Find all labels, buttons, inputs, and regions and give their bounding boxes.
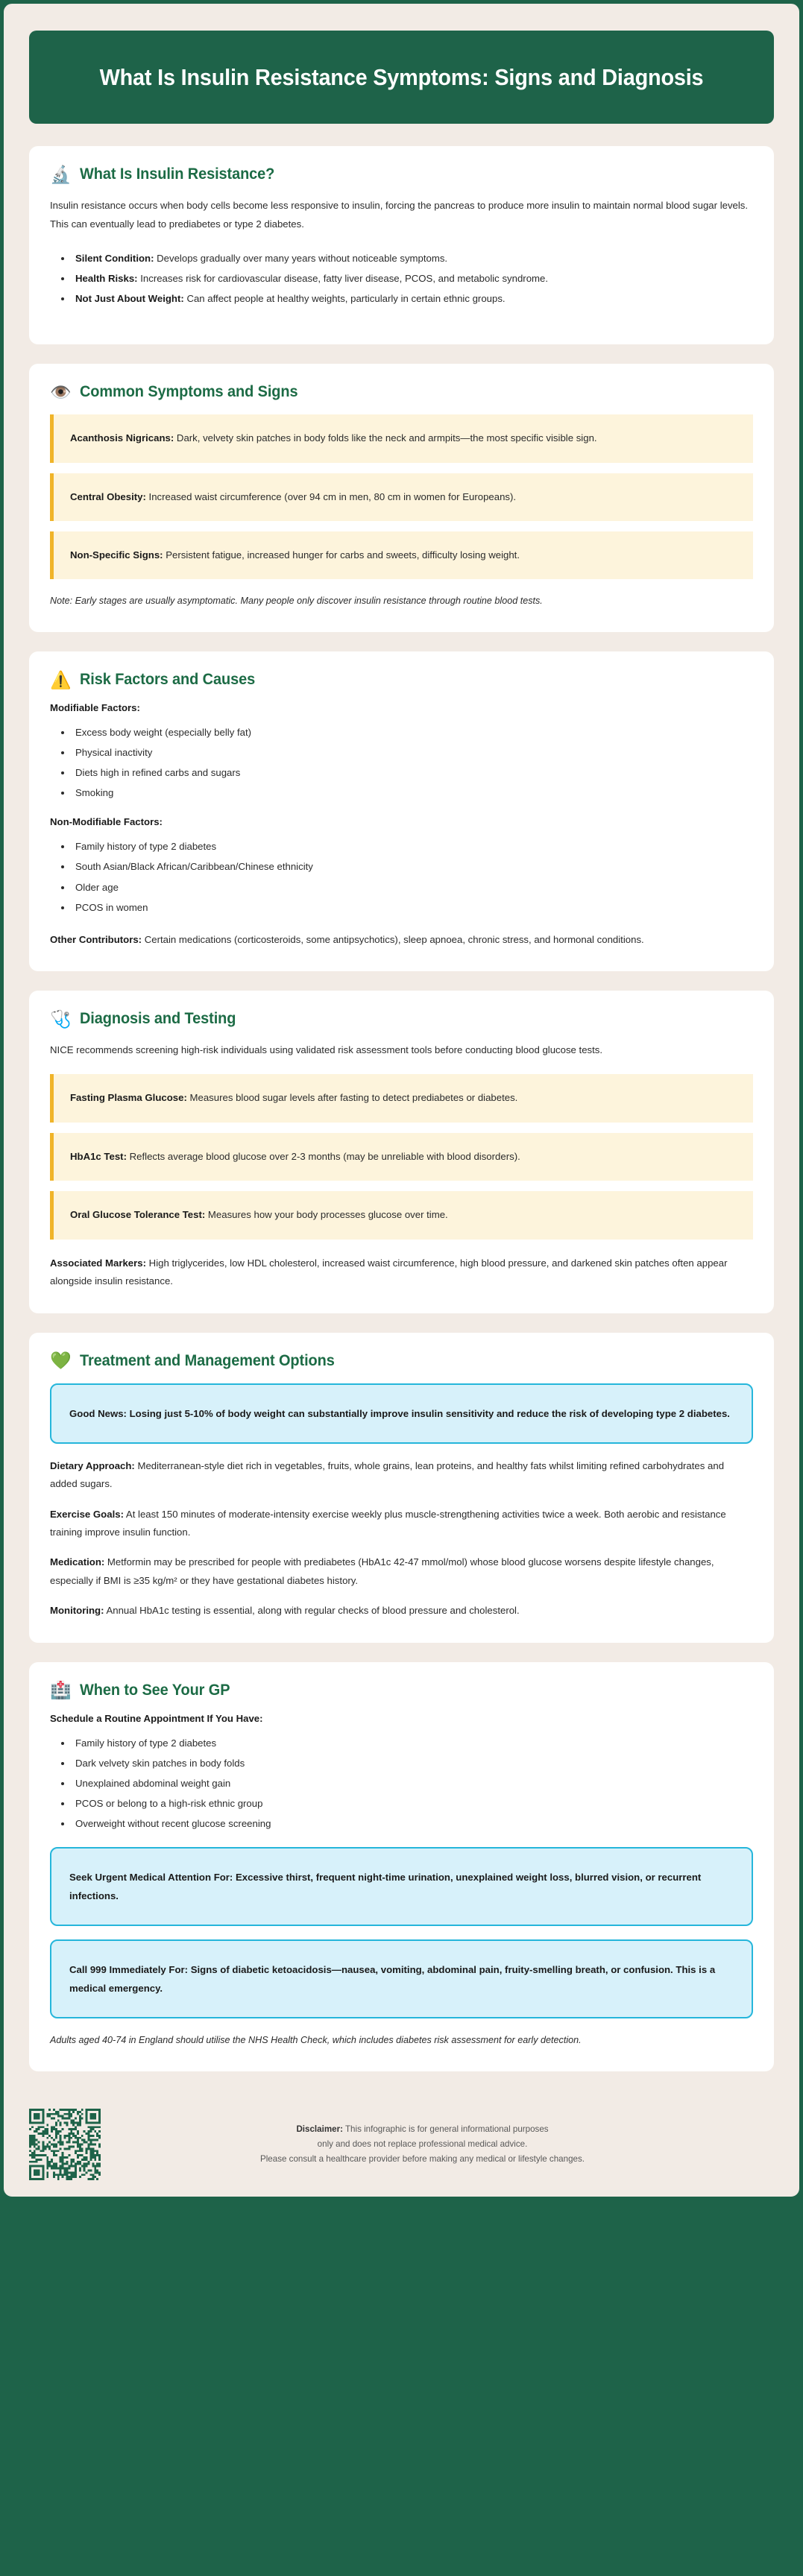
- section-title: Risk Factors and Causes: [79, 671, 255, 689]
- callout-body: Reflects average blood glucose over 2-3 months (may be unreliable with blood disorders).: [126, 1150, 520, 1162]
- non-modifiable-factors-list: [50, 836, 753, 917]
- callout-body: Measures how your body processes glucose over time.: [205, 1209, 448, 1221]
- qr-code[interactable]: [29, 2109, 101, 2180]
- section-header: [50, 1352, 753, 1370]
- section-title: Common Symptoms and Signs: [79, 383, 298, 401]
- list-item: [72, 268, 753, 288]
- paragraph-term: Medication:: [50, 1556, 105, 1568]
- callout-text: [70, 1206, 738, 1224]
- list-item: • Family history of type 2 diabetes: [72, 836, 753, 856]
- section-treatment-and-management-options: [29, 1333, 774, 1643]
- paragraph-text: Mediterranean-style diet rich in vegetables, fruits, whole grains, lean proteins, and healthy fats whilst limiting refined carbohydrates and added sugars.: [50, 1459, 725, 1490]
- list-item: • Physical inactivity: [72, 742, 753, 763]
- hospital-icon: 🏥: [50, 1680, 72, 1700]
- callout-text: [70, 429, 738, 447]
- section-what-is-insulin-resistance: [29, 146, 774, 344]
- medication-paragraph: [50, 1553, 753, 1590]
- paragraph-term: Dietary Approach:: [50, 1459, 135, 1471]
- header-banner: [29, 31, 774, 124]
- modifiable-factors-list: [50, 722, 753, 803]
- warning-triangle-icon: ⚠️: [50, 669, 72, 689]
- callout-body: Measures blood sugar levels after fasting to detect prediabetes or diabetes.: [186, 1092, 518, 1104]
- test-callout: [50, 1074, 753, 1122]
- section-header: [50, 1682, 753, 1699]
- callout-body: Persistent fatigue, increased hunger for carbs and sweets, difficulty losing weight.: [163, 549, 520, 561]
- stethoscope-icon: 🩺: [50, 1008, 72, 1029]
- callout-text: [70, 488, 738, 506]
- urgent-attention-text: Seek Urgent Medical Attention For: Excessive thirst, frequent night-time urination, unexplained weight loss, blurred vision, or recurrent infections.: [69, 1871, 702, 1902]
- associated-markers-paragraph: [50, 1254, 753, 1291]
- disclaimer-line-2: only and does not replace professional medical advice.: [317, 2139, 528, 2150]
- list-item: • Diets high in refined carbs and sugars: [72, 763, 753, 783]
- paragraph-term: Exercise Goals:: [50, 1508, 124, 1520]
- monitoring-paragraph: [50, 1602, 753, 1620]
- disclaimer-line-3: Please consult a healthcare provider before making any medical or lifestyle changes.: [259, 2154, 585, 2165]
- list-item: • PCOS or belong to a high-risk ethnic group: [72, 1793, 753, 1813]
- list-item: • Dark velvety skin patches in body folds: [72, 1753, 753, 1773]
- list-item-text: Increases risk for cardiovascular disease, fatty liver disease, PCOS, and metabolic syndrome.: [137, 273, 549, 285]
- callout-term: Acanthosis Nigricans:: [70, 432, 174, 444]
- section-common-symptoms-and-signs: [29, 364, 774, 632]
- section-title: When to See Your GP: [79, 1681, 230, 1699]
- list-item-term: Silent Condition:: [75, 253, 154, 265]
- test-callout: [50, 1191, 753, 1239]
- list-item: • Excess body weight (especially belly fat): [72, 722, 753, 742]
- callout-term: Oral Glucose Tolerance Test:: [70, 1209, 206, 1221]
- nhs-health-check-note: Adults aged 40-74 in England should utilise the NHS Health Check, which includes diabetes risk assessment for early detection.: [50, 2035, 582, 2046]
- key-points-list: [50, 248, 753, 309]
- section-header: [50, 165, 753, 183]
- section-header: [50, 383, 753, 401]
- paragraph-text: Metformin may be prescribed for people with prediabetes (HbA1c 42-47 mmol/mol) whose blood glucose worsens despite lifestyle changes, especially if BMI is ≥35 kg/m² or they have gestational diabetes history.: [50, 1556, 714, 1586]
- emergency-callout: [50, 1939, 753, 2018]
- disclaimer-text-1: This infographic is for general informational purposes: [342, 2124, 549, 2134]
- section-when-to-see-your-gp: [29, 1662, 774, 2071]
- callout-body: Dark, velvety skin patches in body folds like the neck and armpits—the most specific visible sign.: [174, 432, 597, 444]
- list-item-text: Develops gradually over many years without noticeable symptoms.: [154, 253, 448, 265]
- other-contributors-term: Other Contributors:: [50, 933, 142, 945]
- paragraph-term: Monitoring:: [50, 1605, 104, 1617]
- other-contributors-paragraph: [50, 931, 753, 949]
- other-contributors-text: Certain medications (corticosteroids, some antipsychotics), sleep apnoea, chronic stress, and hormonal conditions.: [142, 933, 644, 945]
- urgent-attention-callout: [50, 1847, 753, 1926]
- good-news-callout: [50, 1383, 753, 1444]
- exercise-goals-paragraph: [50, 1506, 753, 1542]
- routine-appointment-list: [50, 1733, 753, 1834]
- list-item: • Unexplained abdominal weight gain: [72, 1773, 753, 1793]
- non-modifiable-factors-label: Non-Modifiable Factors:: [50, 816, 163, 828]
- routine-appointment-label: Schedule a Routine Appointment If You Have:: [50, 1712, 263, 1724]
- list-item: [72, 248, 753, 268]
- list-item: • South Asian/Black African/Caribbean/Chinese ethnicity: [72, 856, 753, 877]
- list-item: [72, 288, 753, 309]
- callout-body: Increased waist circumference (over 94 cm in men, 80 cm in women for Europeans).: [145, 490, 517, 502]
- list-item: • Smoking: [72, 783, 753, 803]
- callout-term: HbA1c Test:: [70, 1150, 127, 1162]
- callout-term: Non-Specific Signs:: [70, 549, 163, 561]
- green-heart-icon: 💚: [50, 1351, 72, 1371]
- section-note: Note: Early stages are usually asymptomatic. Many people only discover insulin resistance through routine blood tests.: [50, 596, 543, 607]
- disclaimer: [101, 2109, 774, 2168]
- section-header: [50, 671, 753, 689]
- section-risk-factors-and-causes: [29, 651, 774, 971]
- microscope-icon: 🔬: [50, 164, 72, 184]
- section-intro-paragraph: Insulin resistance occurs when body cells become less responsive to insulin, forcing the pancreas to produce more insulin to maintain normal blood sugar levels. This can eventually lead to prediabetes or type 2 diabetes.: [50, 200, 749, 230]
- section-intro-paragraph: NICE recommends screening high-risk individuals using validated risk assessment tools before conducting blood glucose tests.: [50, 1044, 603, 1056]
- callout-text: [70, 1089, 738, 1107]
- symptom-callout: [50, 414, 753, 462]
- list-item-text: Can affect people at healthy weights, particularly in certain ethnic groups.: [183, 293, 506, 305]
- associated-markers-term: Associated Markers:: [50, 1257, 147, 1269]
- emergency-text: Call 999 Immediately For: Signs of diabetic ketoacidosis—nausea, vomiting, abdominal pain, fruity-smelling breath, or confusion. This is a medical emergency.: [69, 1964, 716, 1995]
- list-item-term: Health Risks:: [75, 273, 138, 285]
- test-callout: [50, 1133, 753, 1181]
- section-diagnosis-and-testing: [29, 991, 774, 1313]
- dietary-approach-paragraph: [50, 1457, 753, 1494]
- modifiable-factors-label: Modifiable Factors:: [50, 702, 140, 714]
- section-title: Diagnosis and Testing: [79, 1010, 236, 1028]
- list-item: • Family history of type 2 diabetes: [72, 1733, 753, 1753]
- section-header: [50, 1010, 753, 1028]
- section-title: Treatment and Management Options: [79, 1351, 335, 1369]
- symptom-callout: [50, 473, 753, 521]
- eye-icon: 👁️: [50, 382, 72, 402]
- list-item: • Older age: [72, 877, 753, 897]
- symptom-callout: [50, 531, 753, 579]
- list-item: • PCOS in women: [72, 897, 753, 918]
- associated-markers-text: High triglycerides, low HDL cholesterol, increased waist circumference, high blood pressure, and darkened skin patches often appear alongside insulin resistance.: [50, 1257, 728, 1287]
- callout-term: Fasting Plasma Glucose:: [70, 1092, 187, 1104]
- callout-text: [70, 546, 738, 564]
- disclaimer-term: Disclaimer:: [296, 2124, 343, 2134]
- paragraph-text: At least 150 minutes of moderate-intensity exercise weekly plus muscle-strengthening activities twice a week. Both aerobic and resistance training improve insulin function.: [50, 1508, 726, 1538]
- disclaimer-line-1: [101, 2122, 744, 2137]
- good-news-text: Good News: Losing just 5-10% of body weight can substantially improve insulin sensitivity and reduce the risk of developing type 2 diabetes.: [69, 1407, 730, 1419]
- list-item: • Overweight without recent glucose screening: [72, 1813, 753, 1834]
- callout-text: [70, 1148, 738, 1166]
- callout-term: Central Obesity:: [70, 490, 146, 502]
- footer: [20, 2091, 783, 2197]
- list-item-term: Not Just About Weight:: [75, 293, 184, 305]
- page-title: What Is Insulin Resistance Symptoms: Signs and Diagnosis: [99, 64, 704, 90]
- paragraph-text: Annual HbA1c testing is essential, along with regular checks of blood pressure and cholesterol.: [104, 1605, 520, 1617]
- section-title: What Is Insulin Resistance?: [79, 165, 274, 183]
